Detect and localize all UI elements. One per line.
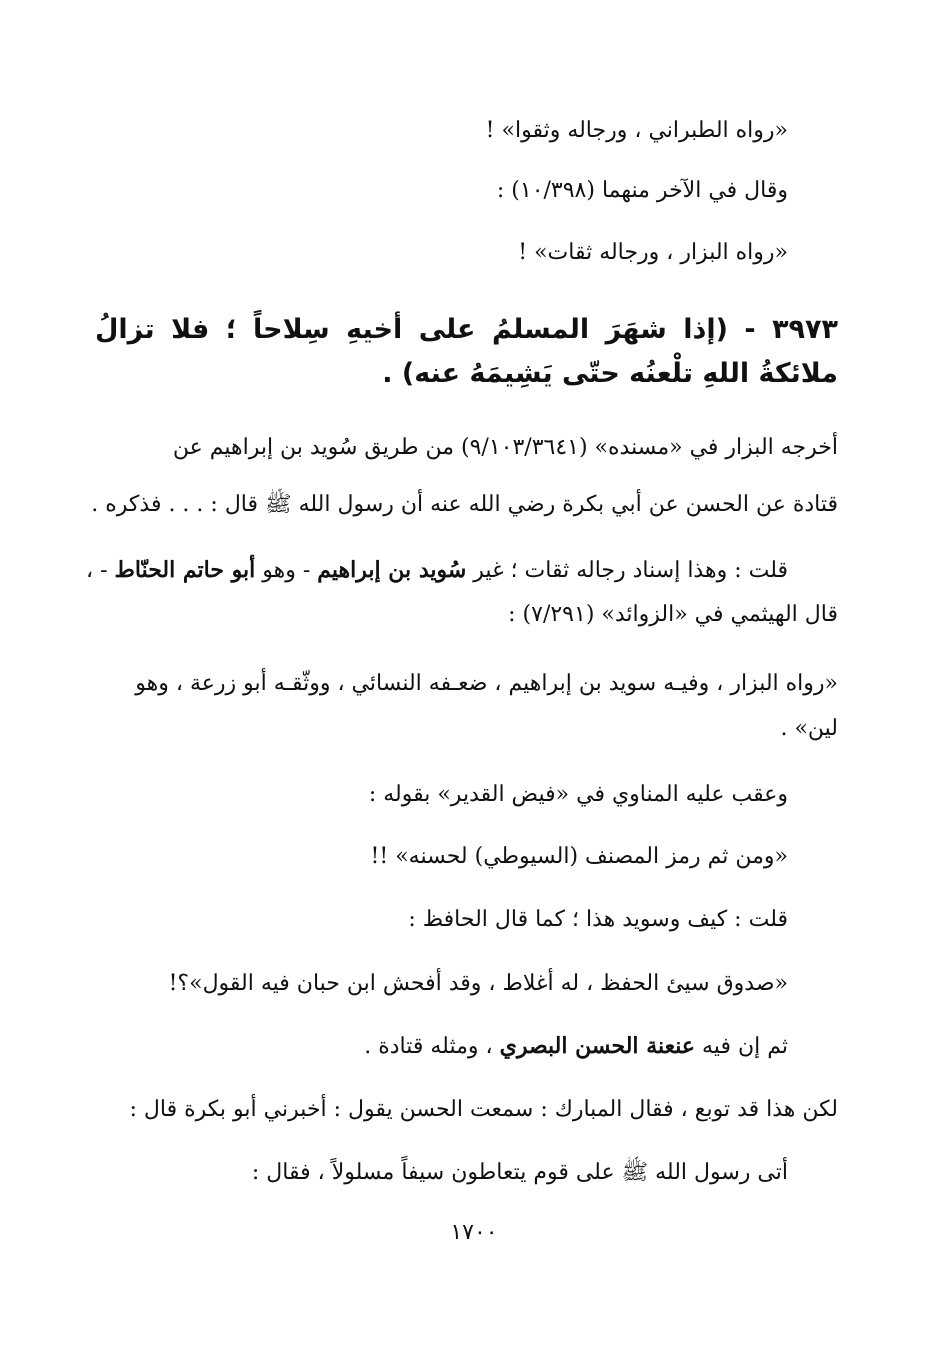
quote-haythami-1: «رواه البزار ، وفيـه سويد بن إبراهيم ، ضعـفه النسائي ، ووثّقـه أبو زرعة ، وهو bbox=[135, 671, 838, 696]
note-line bbox=[86, 553, 788, 588]
quote-hafiz: «صدوق سيئ الحفظ ، له أغلاط ، وقد أفحش ابن حبان فيه القول»؟! bbox=[168, 971, 788, 996]
quote-bazzar: «رواه البزار ، ورجاله ثقات» ! bbox=[518, 240, 788, 265]
takhrij-line-2: قتادة عن الحسن عن أبي بكرة رضي الله عنه أن رسول الله ﷺ قال : . . . فذكره . bbox=[91, 492, 838, 517]
page-number: ١٧٠٠ bbox=[450, 1220, 498, 1245]
takhrij-line-1: أخرجه البزار في «مسنده» (٩/١٠٣/٣٦٤١) من طريق سُويد بن إبراهيم عن bbox=[172, 435, 838, 460]
anana-bold: عنعنة الحسن البصري bbox=[499, 1033, 696, 1059]
hadith-heading: ٣٩٧٣ - (إذا شهَرَ المسلمُ على أخيهِ سِلاحاً ؛ فلا تزالُ ملائكةُ اللهِ تلْعنُه حتّى يَشِيمَهُ عنه) . bbox=[95, 314, 838, 389]
mutaba-line-2: أتى رسول الله ﷺ على قوم يتعاطون سيفاً مسلولاً ، فقال : bbox=[251, 1160, 788, 1185]
text-line: قلت : كيف وسويد هذا ؛ كما قال الحافظ : bbox=[408, 907, 788, 932]
anana-suffix: ، ومثله قتادة . bbox=[364, 1034, 493, 1059]
note-middle: - وهو bbox=[262, 558, 311, 583]
anana-prefix: ثم إن فيه bbox=[702, 1034, 788, 1059]
note-prefix: قلت : وهذا إسناد رجاله ثقات ؛ غير bbox=[473, 558, 788, 583]
note-suffix: - ، bbox=[86, 558, 108, 583]
narrator-name: سُويد بن إبراهيم bbox=[317, 557, 467, 583]
quote-tabarani: «رواه الطبراني ، ورجاله وثقوا» ! bbox=[485, 118, 788, 143]
anana-line bbox=[364, 1029, 788, 1064]
narrator-kunya: أبو حاتم الحنّاط bbox=[114, 557, 256, 583]
text-line: وعقب عليه المناوي في «فيض القدير» بقوله : bbox=[368, 782, 788, 807]
text-line: قال الهيثمي في «الزوائد» (٧/٢٩١) : bbox=[508, 602, 838, 627]
mutaba-line-1: لكن هذا قد توبع ، فقال المبارك : سمعت الحسن يقول : أخبرني أبو بكرة قال : bbox=[129, 1097, 838, 1122]
text-line: وقال في الآخر منهما (١٠/٣٩٨) : bbox=[496, 178, 788, 203]
quote-munawi: «ومن ثم رمز المصنف (السيوطي) لحسنه» !! bbox=[370, 844, 788, 869]
quote-haythami-2: لين» . bbox=[780, 716, 838, 741]
